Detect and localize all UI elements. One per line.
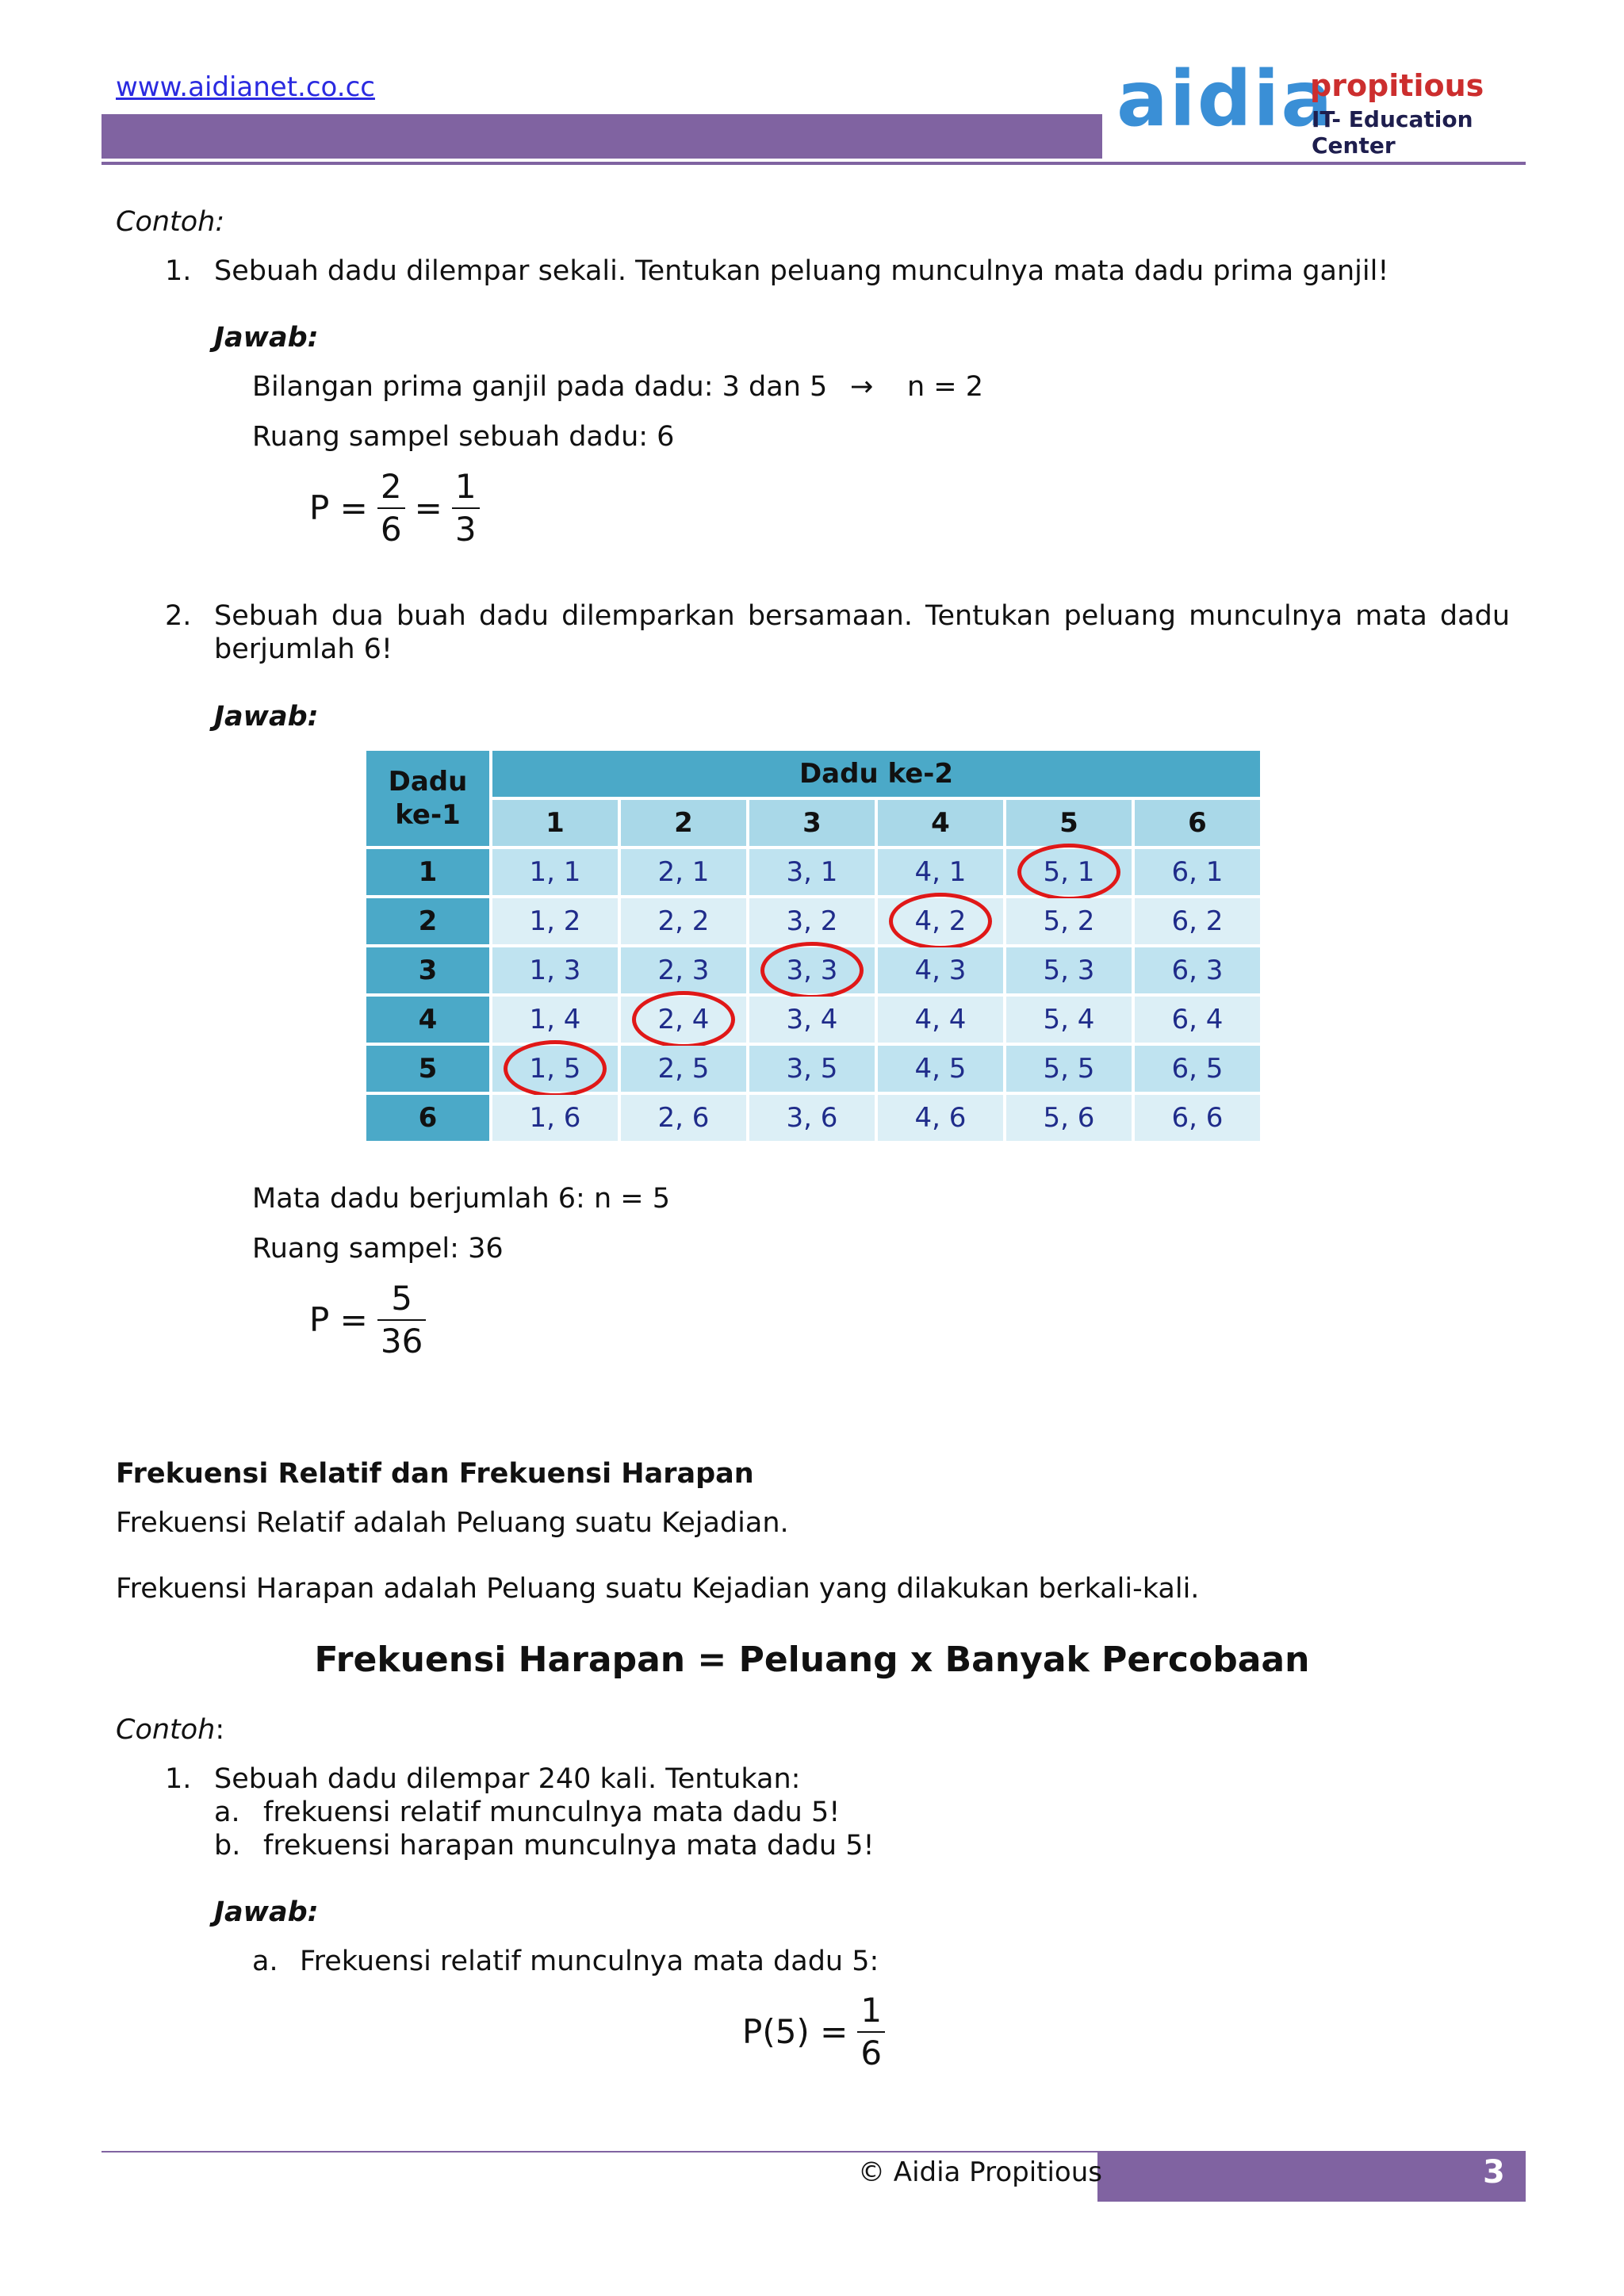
outcome-value: 6, 3 bbox=[1171, 955, 1224, 986]
outcome-value: 4, 6 bbox=[914, 1102, 967, 1134]
outcome-cell bbox=[1006, 849, 1132, 895]
outcome-cell bbox=[1135, 849, 1260, 895]
outcome-cell bbox=[878, 997, 1003, 1043]
outcome-cell bbox=[1135, 1095, 1260, 1141]
header-url-link[interactable]: www.aidianet.co.cc bbox=[116, 71, 375, 103]
outcome-value: 1, 6 bbox=[529, 1102, 581, 1134]
contoh-word: Contoh bbox=[116, 1714, 216, 1746]
jawab-label: Jawab: bbox=[214, 322, 319, 354]
highlight-circle bbox=[889, 893, 992, 950]
column-header: 4 bbox=[878, 800, 1003, 846]
subquestion-text: frekuensi harapan munculnya mata dadu 5! bbox=[263, 1830, 875, 1862]
fraction-denominator: 6 bbox=[380, 510, 402, 549]
footer-copyright: © Aidia Propitious bbox=[858, 2156, 1102, 2188]
highlight-circle bbox=[504, 1040, 607, 1097]
question-number: 1. bbox=[165, 1763, 192, 1795]
outcome-value: 1, 5 bbox=[529, 1053, 581, 1085]
outcome-value: 1, 3 bbox=[529, 955, 581, 986]
outcome-value: 5, 1 bbox=[1043, 856, 1095, 888]
outcome-value: 4, 3 bbox=[914, 955, 967, 986]
outcome-value: 4, 4 bbox=[914, 1004, 967, 1035]
logo-subtitle: IT- Education Center bbox=[1312, 106, 1473, 159]
answer-line: Mata dadu berjumlah 6: n = 5 bbox=[252, 1183, 670, 1215]
outcome-value: 6, 2 bbox=[1171, 905, 1224, 937]
equation-lhs: P(5) = bbox=[742, 2012, 848, 2051]
outcome-value: 5, 2 bbox=[1043, 905, 1095, 937]
outcome-value: 1, 1 bbox=[529, 856, 581, 888]
outcome-value: 3, 1 bbox=[786, 856, 838, 888]
question-text: berjumlah 6! bbox=[214, 633, 393, 665]
column-header-row bbox=[366, 800, 1260, 846]
contoh-label: Contoh: bbox=[116, 206, 225, 238]
fraction-denominator: 3 bbox=[454, 510, 477, 549]
highlight-circle bbox=[760, 942, 864, 999]
outcome-value: 6, 6 bbox=[1171, 1102, 1224, 1134]
outcome-cell bbox=[749, 1095, 875, 1141]
row-header: 2 bbox=[366, 898, 489, 944]
column-header: 2 bbox=[621, 800, 746, 846]
outcome-cell bbox=[1135, 1046, 1260, 1092]
answer-line: Ruang sampel sebuah dadu: 6 bbox=[252, 421, 675, 453]
header-bar bbox=[102, 114, 1102, 159]
outcome-value: 2, 3 bbox=[657, 955, 710, 986]
logo-tagline: propitious bbox=[1310, 68, 1484, 103]
outcome-value: 4, 2 bbox=[914, 905, 967, 937]
row-header: 5 bbox=[366, 1046, 489, 1092]
arrow-icon: → bbox=[850, 371, 874, 403]
fraction bbox=[452, 466, 480, 550]
table-row bbox=[366, 1046, 1260, 1092]
subquestion-label: b. bbox=[214, 1830, 241, 1862]
outcome-cell bbox=[878, 898, 1003, 944]
jawab-label: Jawab: bbox=[214, 1896, 319, 1928]
outcome-cell bbox=[1006, 947, 1132, 993]
column-header: 5 bbox=[1006, 800, 1132, 846]
outcome-value: 3, 2 bbox=[786, 905, 838, 937]
footer-bar bbox=[1097, 2152, 1526, 2202]
definition-text: Frekuensi Relatif adalah Peluang suatu Kejadian. bbox=[116, 1507, 789, 1539]
row-header: 4 bbox=[366, 997, 489, 1043]
outcome-value: 6, 4 bbox=[1171, 1004, 1224, 1035]
outcome-value: 5, 6 bbox=[1043, 1102, 1095, 1134]
subquestion-text: frekuensi relatif munculnya mata dadu 5! bbox=[263, 1797, 841, 1828]
outcome-cell bbox=[749, 849, 875, 895]
section-heading: Frekuensi Relatif dan Frekuensi Harapan bbox=[116, 1458, 754, 1490]
outcome-value: 4, 5 bbox=[914, 1053, 967, 1085]
answer-n: n = 2 bbox=[907, 371, 984, 403]
answer-line: Ruang sampel: 36 bbox=[252, 1233, 504, 1265]
fraction-numerator: 1 bbox=[452, 466, 480, 509]
outcome-cell bbox=[621, 1046, 746, 1092]
outcome-cell bbox=[749, 898, 875, 944]
answer-line: Frekuensi relatif munculnya mata dadu 5: bbox=[300, 1946, 879, 1977]
probability-equation bbox=[309, 466, 480, 550]
fraction-numerator: 1 bbox=[857, 1990, 885, 2033]
outcome-value: 5, 4 bbox=[1043, 1004, 1095, 1035]
table-row bbox=[366, 997, 1260, 1043]
column-header: 6 bbox=[1135, 800, 1260, 846]
outcome-cell bbox=[1135, 898, 1260, 944]
outcome-cell bbox=[492, 849, 618, 895]
row-header: 6 bbox=[366, 1095, 489, 1141]
outcome-value: 6, 1 bbox=[1171, 856, 1224, 888]
highlight-circle bbox=[632, 991, 735, 1048]
row-header: 3 bbox=[366, 947, 489, 993]
subquestion-label: a. bbox=[214, 1797, 240, 1828]
fraction-denominator: 36 bbox=[380, 1322, 423, 1360]
jawab-label: Jawab: bbox=[214, 701, 319, 733]
header-divider bbox=[102, 162, 1526, 165]
outcome-cell bbox=[492, 997, 618, 1043]
highlight-circle bbox=[1017, 844, 1120, 901]
formula-heading: Frekuensi Harapan = Peluang x Banyak Percobaan bbox=[314, 1640, 1310, 1680]
contoh-colon: : bbox=[215, 1714, 225, 1746]
outcome-value: 3, 4 bbox=[786, 1004, 838, 1035]
row-header: 1 bbox=[366, 849, 489, 895]
question-number: 1. bbox=[165, 255, 192, 287]
question-text: Sebuah dua buah dadu dilemparkan bersamaan. Tentukan peluang munculnya mata dadu bbox=[214, 600, 1510, 632]
outcome-value: 3, 6 bbox=[786, 1102, 838, 1134]
corner-line: Dadu bbox=[388, 766, 468, 798]
outcome-cell bbox=[1006, 1046, 1132, 1092]
equation-lhs: P = bbox=[309, 488, 368, 527]
outcome-cell bbox=[1006, 898, 1132, 944]
outcome-cell bbox=[621, 997, 746, 1043]
definition-text: Frekuensi Harapan adalah Peluang suatu Kejadian yang dilakukan berkali-kali. bbox=[116, 1573, 1200, 1605]
answer-label: a. bbox=[252, 1946, 278, 1977]
outcome-cell bbox=[878, 1046, 1003, 1092]
outcome-cell bbox=[621, 849, 746, 895]
dice-outcome-table bbox=[363, 748, 1263, 1144]
fraction bbox=[857, 1990, 885, 2074]
outcome-value: 2, 6 bbox=[657, 1102, 710, 1134]
fraction-numerator: 2 bbox=[377, 466, 405, 509]
outcome-cell bbox=[621, 1095, 746, 1141]
outcome-cell bbox=[878, 1095, 1003, 1141]
outcome-cell bbox=[749, 997, 875, 1043]
outcome-value: 6, 5 bbox=[1171, 1053, 1224, 1085]
logo-wordmark: aidia bbox=[1116, 55, 1335, 144]
column-header: 1 bbox=[492, 800, 618, 846]
outcome-cell bbox=[621, 947, 746, 993]
table-row bbox=[366, 849, 1260, 895]
outcome-value: 2, 5 bbox=[657, 1053, 710, 1085]
fraction-denominator: 6 bbox=[860, 2034, 883, 2072]
fraction-numerator: 5 bbox=[377, 1278, 426, 1321]
outcome-cell bbox=[1135, 947, 1260, 993]
outcome-value: 5, 3 bbox=[1043, 955, 1095, 986]
outcome-value: 4, 1 bbox=[914, 856, 967, 888]
answer-line: Bilangan prima ganjil pada dadu: 3 dan 5 bbox=[252, 371, 828, 403]
outcome-cell bbox=[749, 947, 875, 993]
probability-equation bbox=[742, 1990, 885, 2074]
question-text: Sebuah dadu dilempar 240 kali. Tentukan: bbox=[214, 1763, 801, 1795]
page-number: 3 bbox=[1483, 2154, 1505, 2191]
equals-sign: = bbox=[414, 488, 442, 527]
question-number: 2. bbox=[165, 600, 192, 632]
outcome-value: 2, 2 bbox=[657, 905, 710, 937]
outcome-cell bbox=[492, 898, 618, 944]
outcome-cell bbox=[1006, 1095, 1132, 1141]
outcome-cell bbox=[492, 1046, 618, 1092]
fraction bbox=[377, 466, 405, 550]
probability-equation bbox=[309, 1278, 426, 1362]
outcome-value: 3, 3 bbox=[786, 955, 838, 986]
outcome-cell bbox=[621, 898, 746, 944]
question-text: Sebuah dadu dilempar sekali. Tentukan peluang munculnya mata dadu prima ganjil! bbox=[214, 255, 1389, 287]
outcome-value: 1, 2 bbox=[529, 905, 581, 937]
equation-lhs: P = bbox=[309, 1300, 368, 1339]
outcome-cell bbox=[878, 947, 1003, 993]
table-top-header: Dadu ke-2 bbox=[492, 751, 1260, 797]
outcome-value: 3, 5 bbox=[786, 1053, 838, 1085]
outcome-value: 2, 4 bbox=[657, 1004, 710, 1035]
column-header: 3 bbox=[749, 800, 875, 846]
outcome-value: 5, 5 bbox=[1043, 1053, 1095, 1085]
corner-line: ke-1 bbox=[395, 799, 461, 831]
table-corner-header bbox=[366, 751, 489, 846]
outcome-value: 2, 1 bbox=[657, 856, 710, 888]
brand-logo bbox=[1116, 55, 1529, 159]
table-row bbox=[366, 1095, 1260, 1141]
table-row bbox=[366, 947, 1260, 993]
contoh-label bbox=[116, 1712, 224, 1747]
table-row bbox=[366, 898, 1260, 944]
outcome-cell bbox=[878, 849, 1003, 895]
outcome-cell bbox=[492, 947, 618, 993]
outcome-value: 1, 4 bbox=[529, 1004, 581, 1035]
fraction bbox=[377, 1278, 426, 1362]
outcome-cell bbox=[1135, 997, 1260, 1043]
outcome-cell bbox=[749, 1046, 875, 1092]
outcome-cell bbox=[1006, 997, 1132, 1043]
outcome-cell bbox=[492, 1095, 618, 1141]
